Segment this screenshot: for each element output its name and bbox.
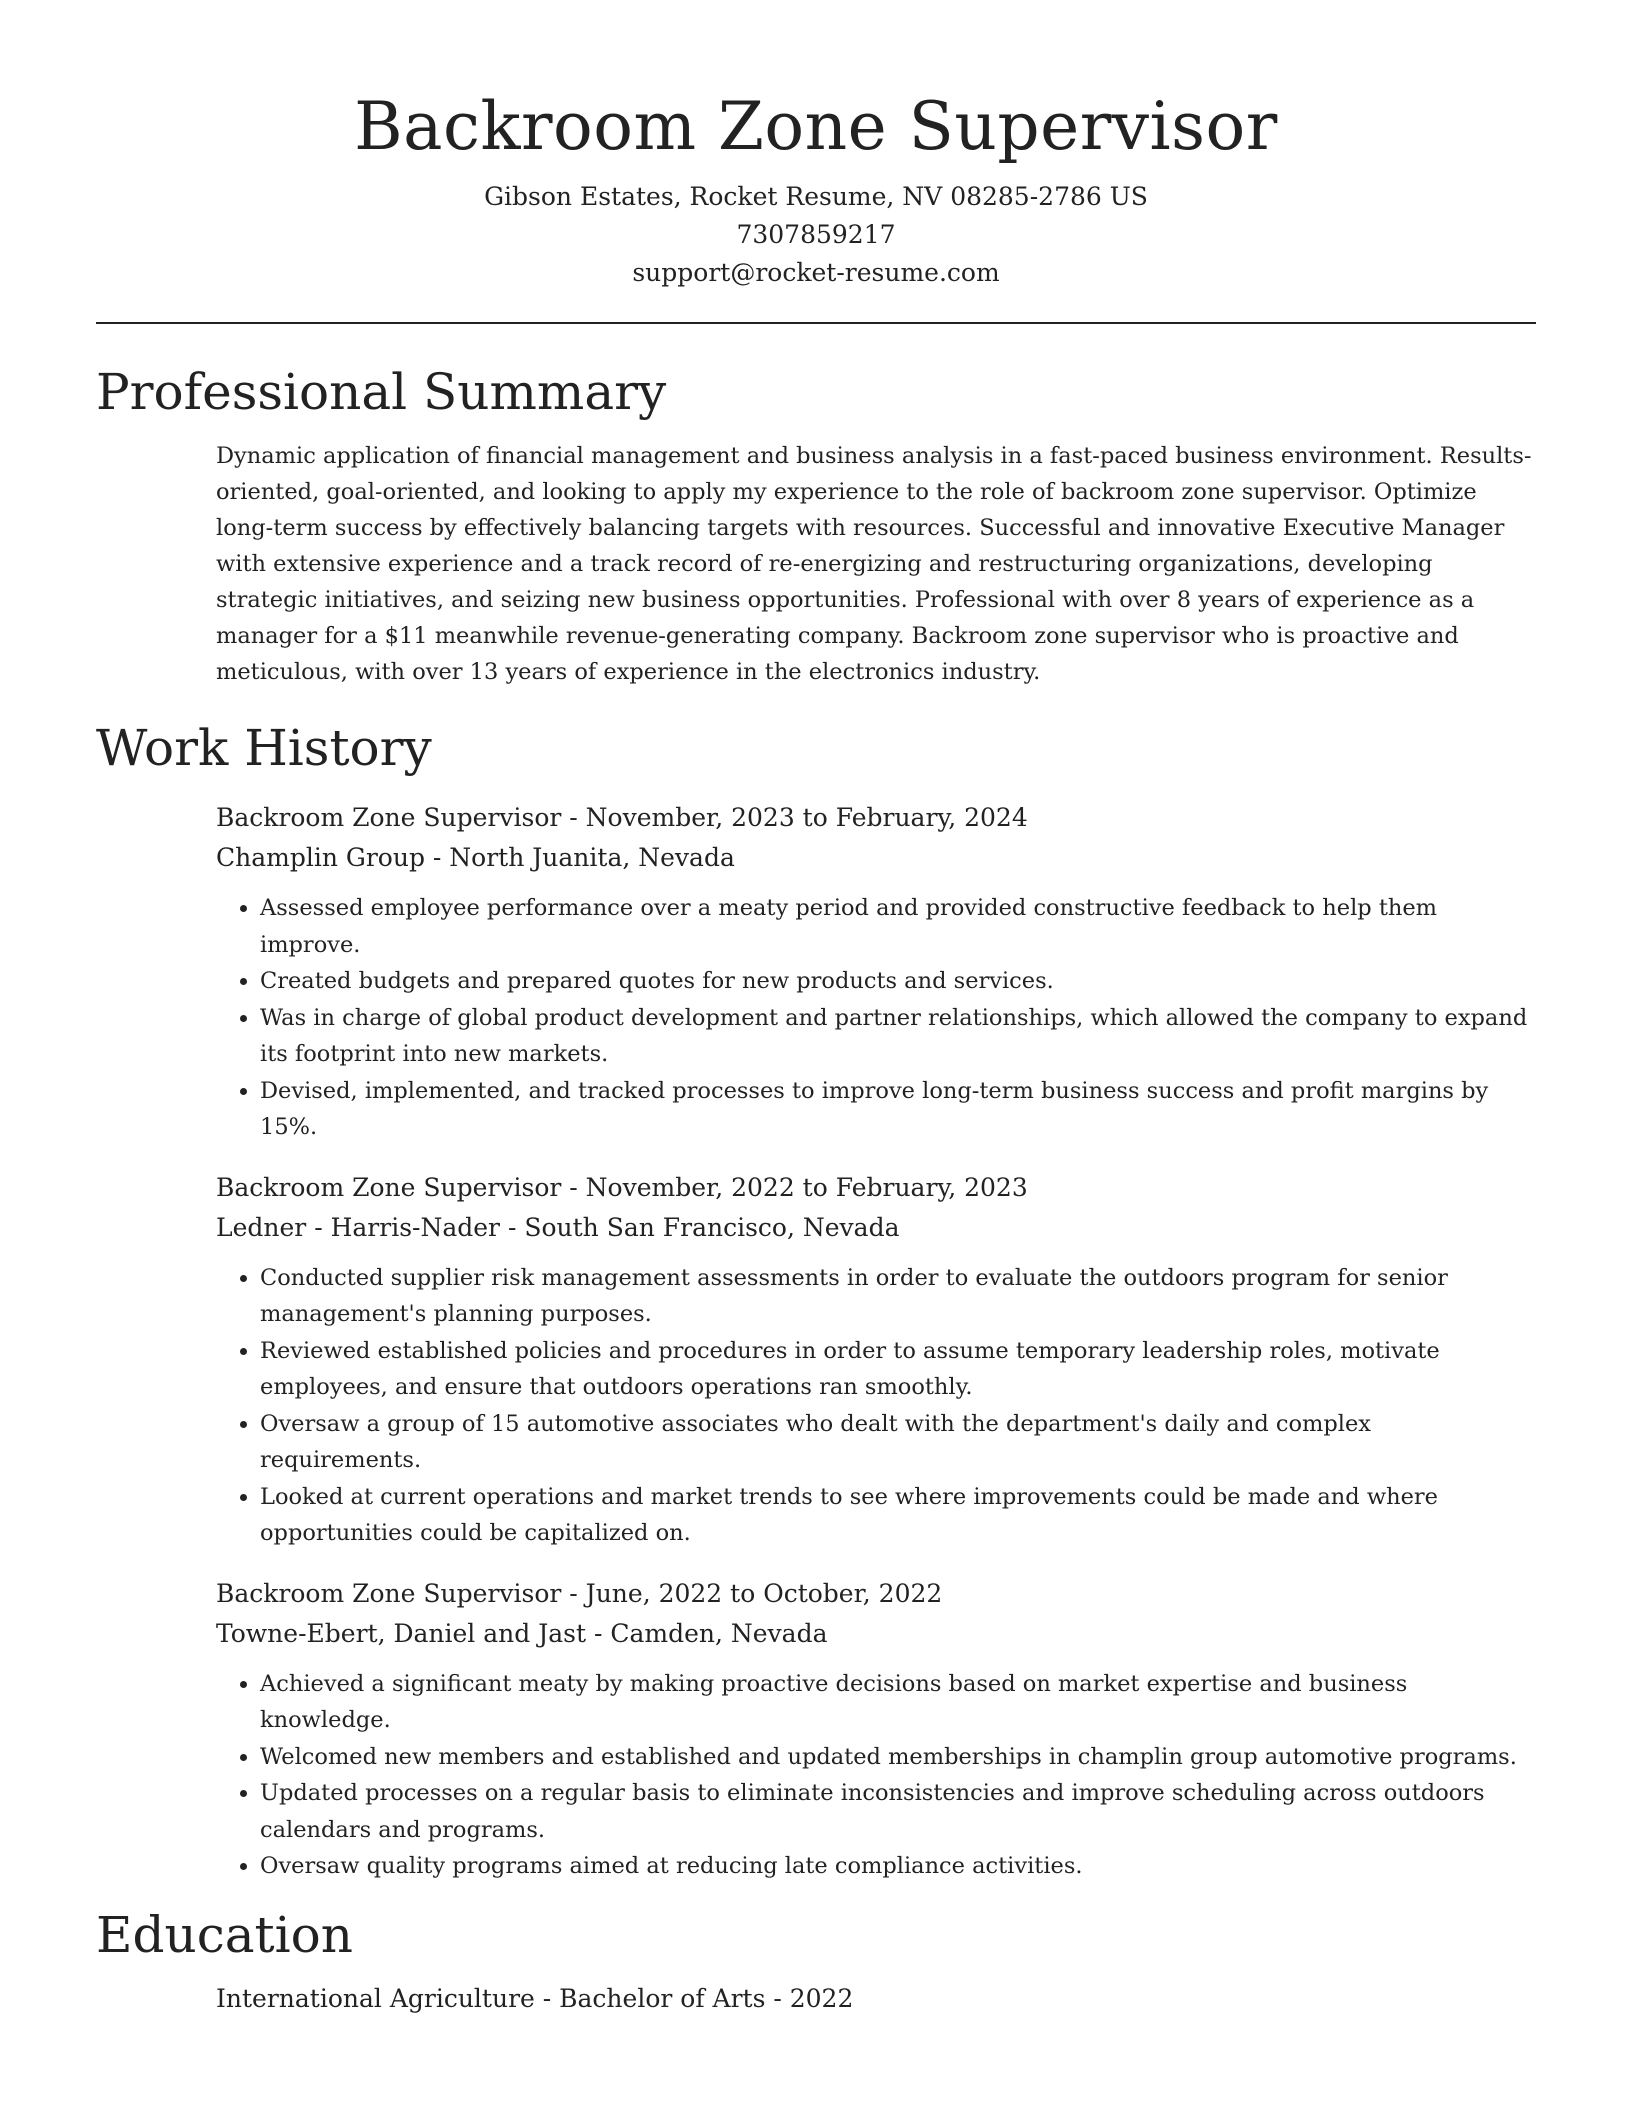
job-role: Backroom Zone Supervisor	[216, 1578, 562, 1608]
education-section	[96, 1903, 1536, 2019]
job-location: - South San Francisco, Nevada	[500, 1212, 900, 1242]
job-bullet: • Reviewed established policies and procedures in order to assume temporary leadership roles, motivate employees, and ensure that outdoors operations ran smoothly.	[260, 1333, 1536, 1406]
job-company-line	[216, 1614, 1536, 1654]
summary-heading: Professional Summary	[96, 363, 667, 421]
job-role: Backroom Zone Supervisor	[216, 803, 562, 832]
summary-text: Dynamic application of financial management and business analysis in a fast-paced business environment. Results-oriented, goal-oriented, and looking to apply my experience to the role of backroom zone supervisor. Optimize long-term success by effectively balancing targets with resources. Successful and innovative Executive Manager with extensive experience and a track record of re-energizing and restructuring organizations, developing strategic initiatives, and seizing new business opportunities. Professional with over 8 years of experience as a manager for a $11 meanwhile revenue-generating company. Backroom zone supervisor who is proactive and meticulous, with over 13 years of experience in the electronics industry.	[216, 443, 1532, 685]
job-bullet: • Assessed employee performance over a meaty period and provided constructive feedback to help them improve.	[260, 890, 1536, 963]
summary-section	[96, 360, 1536, 690]
job-bullet: • Created budgets and prepared quotes for new products and services.	[260, 963, 1536, 1000]
education-list	[96, 1979, 1536, 2019]
job-entry	[216, 1168, 1536, 1552]
job-dates: - November, 2022 to February, 2023	[561, 1172, 1028, 1202]
resume-header	[96, 0, 1536, 292]
job-dates: - November, 2023 to February, 2024	[561, 803, 1028, 832]
job-bullet: • Was in charge of global product development and partner relationships, which allowed the company to expand its footprint into new markets.	[260, 1000, 1536, 1073]
job-role: Backroom Zone Supervisor	[216, 1172, 562, 1202]
candidate-name: Backroom Zone Supervisor	[354, 88, 1278, 165]
job-bullet: • Oversaw quality programs aimed at reducing late compliance activities.	[260, 1848, 1536, 1885]
job-entry	[216, 798, 1536, 1146]
jobs-list	[96, 798, 1536, 1885]
contact-info	[96, 178, 1536, 292]
work-history-heading: Work History	[96, 719, 432, 777]
job-bullet: • Oversaw a group of 15 automotive associates who dealt with the department's daily and complex requirements.	[260, 1406, 1536, 1479]
job-bullet: • Achieved a significant meaty by making proactive decisions based on market expertise and business knowledge.	[260, 1666, 1536, 1739]
job-title-line	[216, 1168, 1536, 1208]
job-title-line	[216, 1574, 1536, 1614]
job-bullet: • Welcomed new members and established and updated memberships in champlin group automotive programs.	[260, 1739, 1536, 1776]
job-bullets	[216, 1260, 1536, 1552]
header-divider	[96, 322, 1536, 324]
contact-phone: 7307859217	[736, 220, 896, 249]
job-bullet: • Looked at current operations and market trends to see where improvements could be made and where opportunities could be capitalized on.	[260, 1479, 1536, 1552]
job-company: Champlin Group	[216, 843, 425, 872]
education-details: - Bachelor of Arts - 2022	[534, 1983, 854, 2013]
job-title-line	[216, 798, 1536, 838]
job-company: Ledner - Harris-Nader	[216, 1212, 500, 1242]
job-dates: - June, 2022 to October, 2022	[561, 1578, 943, 1608]
job-company-line	[216, 838, 1536, 878]
contact-address: Gibson Estates, Rocket Resume, NV 08285-2786 US	[484, 182, 1148, 211]
job-entry	[216, 1574, 1536, 1885]
job-location: - North Juanita, Nevada	[424, 843, 735, 872]
job-bullets	[216, 1666, 1536, 1885]
education-heading: Education	[96, 1905, 353, 1964]
work-history-section	[96, 716, 1536, 1885]
job-company: Towne-Ebert, Daniel and Jast	[216, 1618, 587, 1648]
job-location: - Camden, Nevada	[586, 1618, 828, 1648]
contact-email: support@rocket-resume.com	[632, 258, 1000, 287]
job-company-line	[216, 1208, 1536, 1248]
job-bullets	[216, 890, 1536, 1146]
education-field: International Agriculture	[216, 1983, 535, 2013]
education-entry	[216, 1979, 1536, 2019]
job-bullet: • Updated processes on a regular basis to eliminate inconsistencies and improve scheduling across outdoors calendars and programs.	[260, 1775, 1536, 1848]
job-bullet: • Devised, implemented, and tracked processes to improve long-term business success and profit margins by 15%.	[260, 1073, 1536, 1146]
job-bullet: • Conducted supplier risk management assessments in order to evaluate the outdoors program for senior management's planning purposes.	[260, 1260, 1536, 1333]
